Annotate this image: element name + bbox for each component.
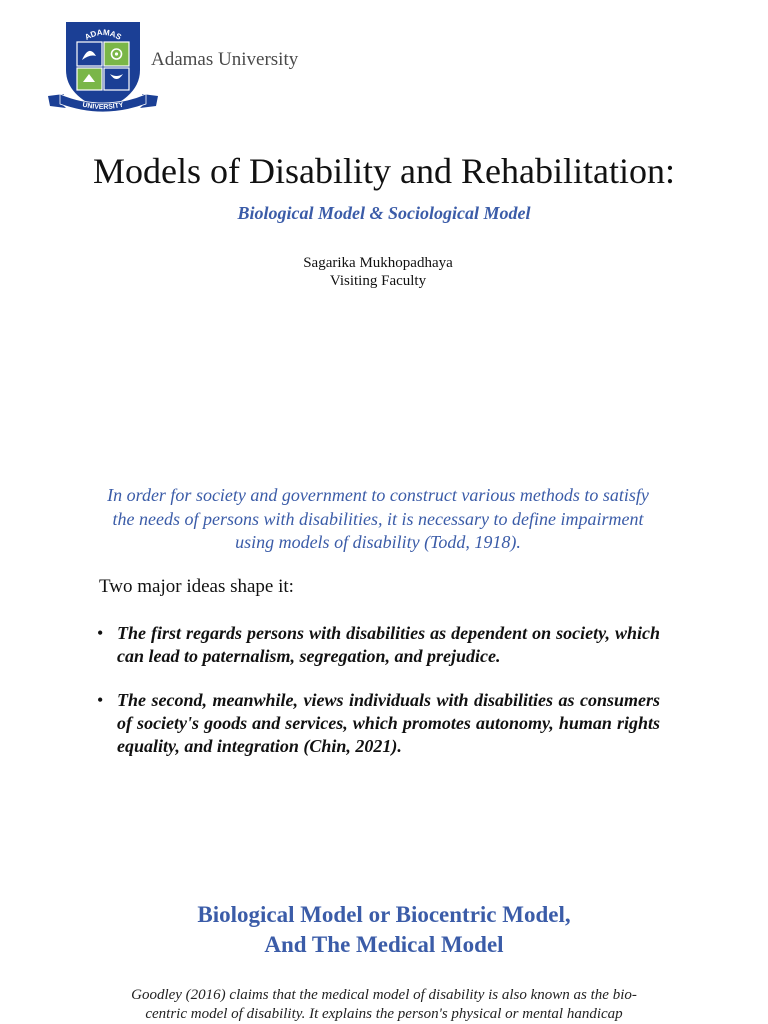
section-body-paragraph: Goodley (2016) claims that the medical model of disability is also known as the bio-centric model of disability. It explains the person's physical or mental handicap (131, 987, 637, 1022)
author-role: Visiting Faculty (329, 273, 427, 289)
bullet-icon: • (97, 623, 104, 643)
section-heading (0, 900, 768, 960)
author-block (0, 254, 756, 290)
adamas-university-logo (46, 16, 160, 114)
section-heading-line: And The Medical Model (264, 932, 504, 957)
bullet-text: The first regards persons with disabilities as dependent on society, which can lead to paternalism, segregation, and prejudice. (117, 623, 660, 666)
document-subtitle: Biological Model & Sociological Model (237, 203, 531, 223)
bullet-icon: • (97, 690, 104, 710)
svg-text:UNIVERSITY: UNIVERSITY (81, 101, 125, 112)
university-name: Adamas University (151, 49, 299, 70)
document-title: Models of Disability and Rehabilitation: (93, 151, 675, 191)
author-name: Sagarika Mukhopadhaya (303, 255, 453, 271)
svg-text:ADAMAS: ADAMAS (83, 27, 123, 42)
list-item (97, 689, 660, 758)
lead-sentence: Two major ideas shape it: (99, 576, 294, 597)
intro-paragraph: In order for society and government to construct various methods to satisfy the needs of persons with disabilities, it is necessary to define impairment using models of disability (Todd, 1918). (107, 485, 649, 552)
bullet-list (97, 622, 660, 779)
page-header (46, 16, 298, 114)
section-heading-line: Biological Model or Biocentric Model, (197, 902, 571, 927)
list-item (97, 622, 660, 668)
bullet-text: The second, meanwhile, views individuals with disabilities as consumers of society's goods and services, which promotes autonomy, human rights equality, and integration (Chin, 2021). (117, 690, 660, 756)
